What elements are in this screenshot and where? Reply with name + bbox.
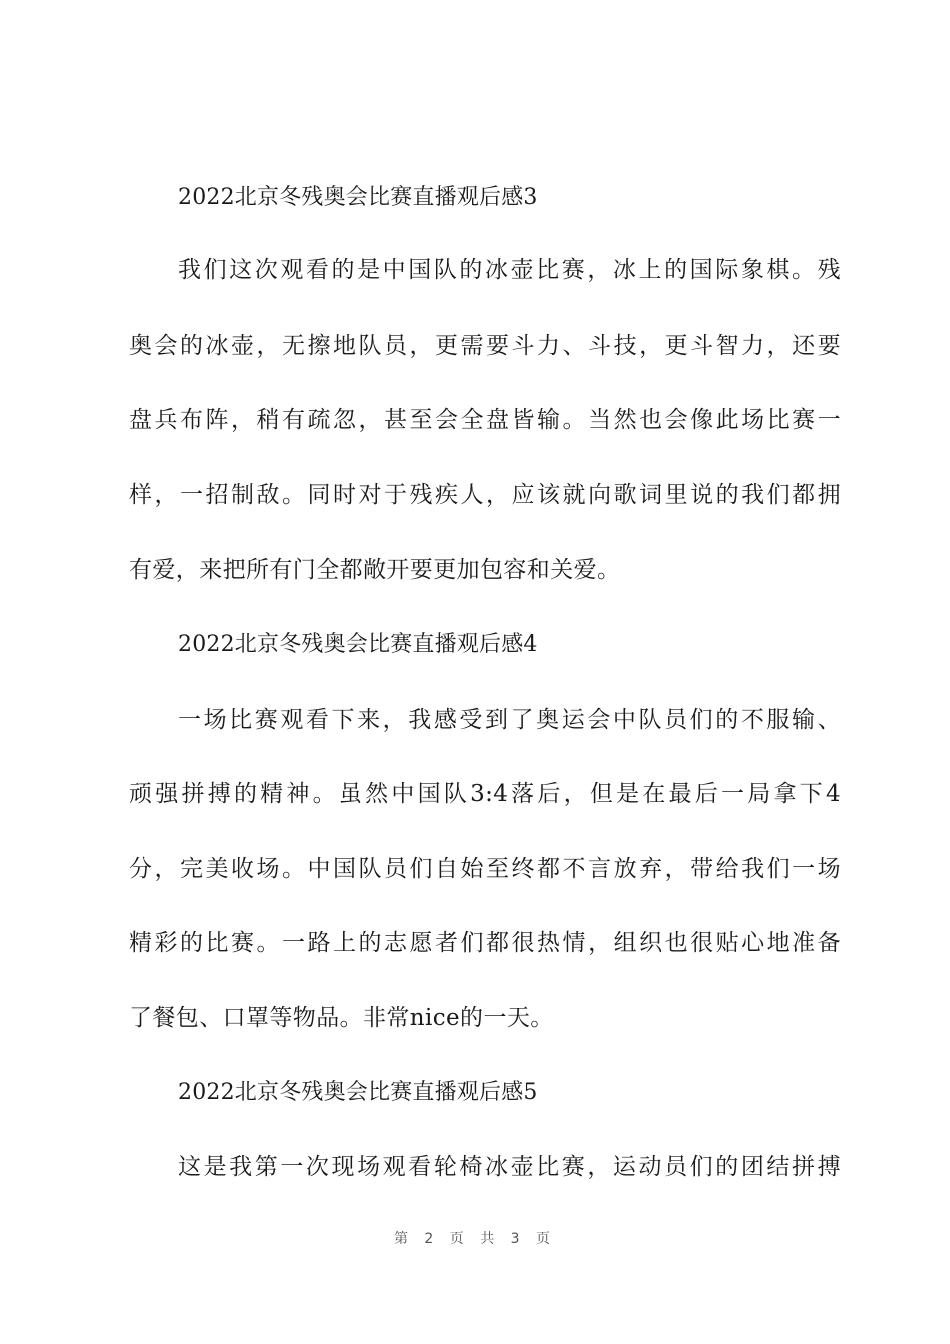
paragraph-line: 盘兵布阵，稍有疏忽，甚至会全盘皆输。当然也会像此场比赛一 bbox=[129, 407, 841, 433]
paragraph-line: 奥会的冰壶，无擦地队员，更需要斗力、斗技，更斗智力，还要 bbox=[129, 333, 841, 359]
page-number-footer: 第 2 页 共 3 页 bbox=[393, 1231, 557, 1247]
paragraph-line: 顽强拼搏的精神。虽然中国队3:4落后，但是在最后一局拿下4 bbox=[129, 781, 841, 807]
section-heading: 2022北京冬残奥会比赛直播观后感4 bbox=[178, 632, 538, 657]
paragraph-line: 一场比赛观看下来，我感受到了奥运会中队员们的不服输、 bbox=[178, 707, 841, 733]
section-heading: 2022北京冬残奥会比赛直播观后感3 bbox=[178, 185, 538, 210]
paragraph-line: 这是我第一次现场观看轮椅冰壶比赛，运动员们的团结拼搏 bbox=[178, 1154, 841, 1180]
paragraph-line: 了餐包、口罩等物品。非常nice的一天。 bbox=[129, 1005, 554, 1031]
section-heading: 2022北京冬残奥会比赛直播观后感5 bbox=[178, 1080, 538, 1105]
paragraph-line: 有爱，来把所有门全都敞开要更加包容和关爱。 bbox=[129, 557, 621, 583]
paragraph-line: 分，完美收场。中国队员们自始至终都不言放弃，带给我们一场 bbox=[129, 856, 841, 882]
paragraph-line: 样，一招制敌。同时对于残疾人，应该就向歌词里说的我们都拥 bbox=[129, 482, 841, 508]
paragraph-line: 我们这次观看的是中国队的冰壶比赛，冰上的国际象棋。残 bbox=[178, 257, 841, 283]
paragraph-line: 精彩的比赛。一路上的志愿者们都很热情，组织也很贴心地准备 bbox=[129, 930, 841, 956]
